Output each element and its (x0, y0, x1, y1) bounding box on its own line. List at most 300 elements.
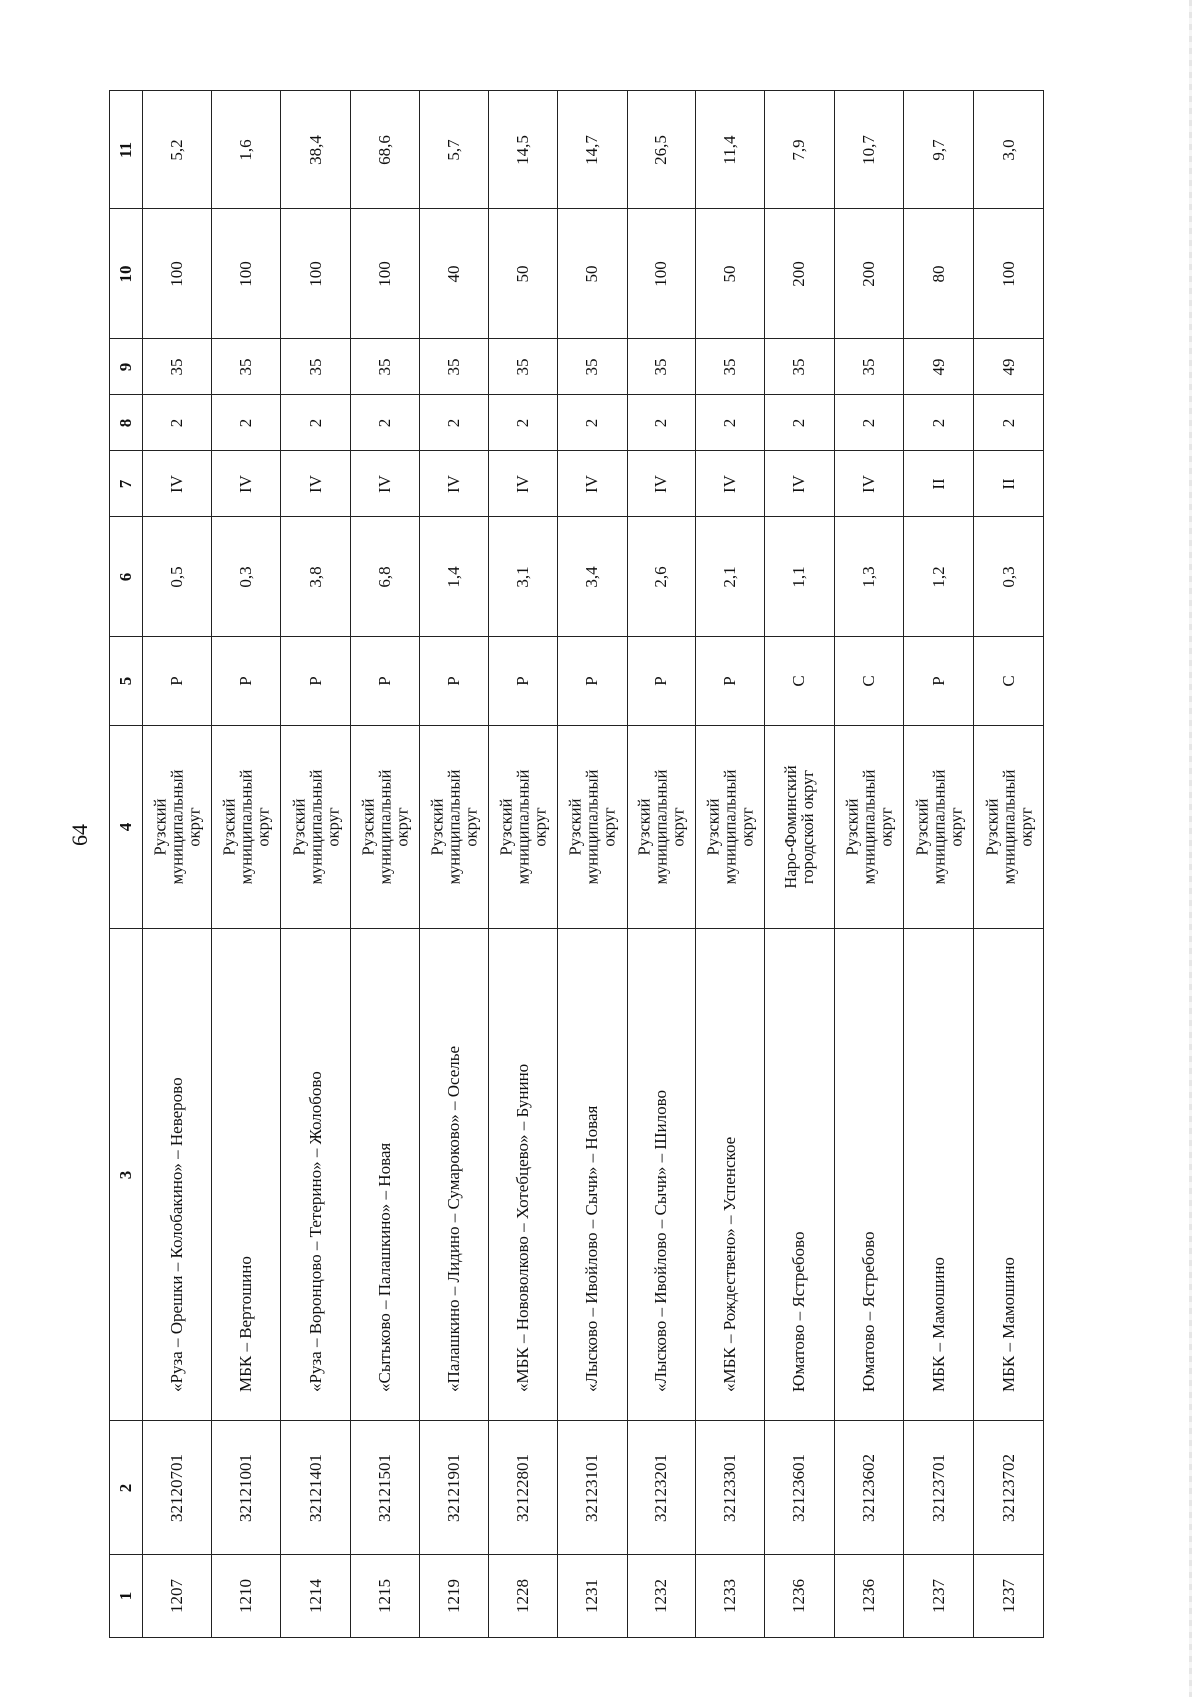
cell-value: 32123602 (859, 1453, 879, 1522)
table-cell (212, 1421, 281, 1555)
table-cell (419, 637, 489, 726)
table-cell (350, 91, 419, 209)
cell-value: 50 (513, 265, 533, 282)
cell-value: 0,3 (998, 565, 1018, 588)
table-cell (419, 395, 489, 451)
cell-value: IV (859, 474, 879, 493)
route-name: «Сытьково – Палашкино» – Новая (374, 1142, 394, 1392)
visual-row-field-9 (110, 339, 1044, 395)
cell-value: 35 (513, 358, 533, 375)
cell-value: 3,4 (582, 565, 602, 588)
table-cell (834, 637, 904, 726)
table-cell (904, 929, 974, 1421)
table-cell (281, 339, 351, 395)
column-header-2 (110, 1421, 143, 1555)
table-cell (834, 451, 904, 517)
region-name: Рузский муниципальный округ (842, 769, 896, 885)
route-name: Юматово – Ястребово (859, 1231, 879, 1392)
cell-value: IV (167, 474, 187, 493)
table-cell (834, 1555, 904, 1638)
table-cell (627, 637, 696, 726)
table-cell (696, 451, 765, 517)
table-cell (904, 209, 974, 339)
table-cell (764, 395, 834, 451)
cell-value: Р (582, 676, 602, 686)
table-cell (904, 1421, 974, 1555)
table-cell (557, 91, 627, 209)
cell-value: 1232 (651, 1579, 671, 1613)
region-name: Рузский муниципальный округ (496, 769, 550, 885)
cell-value: 1219 (443, 1579, 463, 1613)
region-name: Рузский муниципальный округ (565, 769, 619, 885)
table-cell (627, 726, 696, 929)
cell-value: 32120701 (167, 1453, 187, 1522)
table-cell (904, 339, 974, 395)
cell-value: 50 (720, 265, 740, 282)
column-header-7 (110, 451, 143, 517)
table-cell (764, 339, 834, 395)
cell-value: 200 (789, 260, 809, 287)
table-cell (764, 726, 834, 929)
cell-value: 2 (167, 418, 187, 427)
cell-value: 2 (582, 418, 602, 427)
route-name: Юматово – Ястребово (789, 1231, 809, 1392)
cell-value: Р (443, 676, 463, 686)
column-header-1 (110, 1555, 143, 1638)
header-label: 2 (115, 1483, 135, 1492)
visual-row-field-6 (110, 517, 1044, 637)
cell-value: 2 (305, 418, 325, 427)
table-cell (974, 1421, 1044, 1555)
header-label: 4 (115, 822, 135, 832)
table-cell (696, 339, 765, 395)
cell-value: 50 (582, 265, 602, 282)
visual-row-field-1 (110, 1555, 1044, 1638)
cell-value: 1,2 (928, 565, 948, 588)
cell-value: 2 (443, 418, 463, 427)
column-header-5 (110, 637, 143, 726)
table-cell (419, 517, 489, 637)
table-cell (489, 451, 558, 517)
table-cell (904, 1555, 974, 1638)
cell-value: Р (236, 676, 256, 686)
table-cell (350, 637, 419, 726)
table-cell (627, 451, 696, 517)
cell-value: 1,6 (236, 138, 256, 161)
table-cell (419, 91, 489, 209)
cell-value: Р (513, 676, 533, 686)
table-cell (489, 1421, 558, 1555)
table-cell (142, 451, 212, 517)
table-cell (350, 209, 419, 339)
table-cell (696, 1555, 765, 1638)
cell-value: IV (374, 474, 394, 493)
column-header-4 (110, 726, 143, 929)
table-cell (350, 1421, 419, 1555)
visual-row-field-4 (110, 726, 1044, 929)
table-cell (627, 929, 696, 1421)
column-header-6 (110, 517, 143, 637)
table-cell (281, 91, 351, 209)
rotated-table-sheet (109, 90, 1043, 1637)
table-cell (281, 637, 351, 726)
header-label: 8 (115, 418, 135, 427)
table-cell (489, 1555, 558, 1638)
route-name: «МБК – Рождествено» – Успенское (720, 1136, 740, 1392)
cell-value: 100 (236, 260, 256, 287)
table-cell (974, 929, 1044, 1421)
header-label: 6 (115, 572, 135, 581)
cell-value: 1236 (859, 1579, 879, 1613)
table-cell (974, 637, 1044, 726)
table-cell (764, 209, 834, 339)
cell-value: 35 (651, 358, 671, 375)
table-cell (904, 726, 974, 929)
column-header-10 (110, 209, 143, 339)
cell-value: С (998, 675, 1018, 687)
table-cell (834, 726, 904, 929)
cell-value: 3,0 (998, 138, 1018, 161)
region-name: Рузский муниципальный округ (219, 769, 273, 885)
header-label: 11 (115, 141, 135, 158)
column-header-9 (110, 339, 143, 395)
visual-row-field-7 (110, 451, 1044, 517)
cell-value: II (998, 477, 1018, 490)
table-cell (764, 637, 834, 726)
table-cell (834, 517, 904, 637)
table-cell (904, 91, 974, 209)
cell-value: 32123101 (582, 1453, 602, 1522)
cell-value: Р (720, 676, 740, 686)
region-name: Рузский муниципальный округ (912, 769, 966, 885)
header-label: 9 (115, 362, 135, 371)
cell-value: С (859, 675, 879, 687)
table-cell (696, 91, 765, 209)
table-cell (557, 339, 627, 395)
cell-value: 100 (167, 260, 187, 287)
table-cell (834, 209, 904, 339)
cell-value: 1215 (374, 1579, 394, 1613)
cell-value: 1207 (167, 1579, 187, 1613)
route-name: «Палашкино – Лидино – Сумароково» – Оселье (443, 1045, 463, 1392)
table-cell (764, 929, 834, 1421)
table-cell (904, 395, 974, 451)
cell-value: 1210 (236, 1579, 256, 1613)
table-cell (212, 637, 281, 726)
table-cell (834, 91, 904, 209)
table-cell (627, 209, 696, 339)
table-cell (557, 1421, 627, 1555)
column-header-11 (110, 91, 143, 209)
cell-value: 32123701 (928, 1453, 948, 1522)
cell-value: 32123201 (651, 1453, 671, 1522)
table-cell (627, 517, 696, 637)
table-cell (350, 929, 419, 1421)
cell-value: 14,5 (513, 134, 533, 165)
region-name: Рузский муниципальный округ (634, 769, 688, 885)
table-cell (212, 209, 281, 339)
cell-value: 3,8 (305, 565, 325, 588)
table-cell (764, 91, 834, 209)
table-cell (212, 1555, 281, 1638)
cell-value: 1237 (928, 1579, 948, 1613)
cell-value: 1236 (789, 1579, 809, 1613)
cell-value: 1,4 (443, 565, 463, 588)
table-cell (834, 929, 904, 1421)
cell-value: 0,5 (167, 565, 187, 588)
cell-value: 2,1 (720, 565, 740, 588)
visual-row-field-2 (110, 1421, 1044, 1555)
cell-value: 100 (305, 260, 325, 287)
table-cell (974, 726, 1044, 929)
table-cell (489, 517, 558, 637)
column-header-8 (110, 395, 143, 451)
cell-value: 35 (374, 358, 394, 375)
header-label: 1 (115, 1591, 135, 1601)
table-cell (212, 91, 281, 209)
table-cell (281, 517, 351, 637)
table-cell (489, 209, 558, 339)
visual-row-field-11 (110, 91, 1044, 209)
cell-value: 35 (443, 358, 463, 375)
table-cell (974, 209, 1044, 339)
region-name: Рузский муниципальный округ (150, 769, 204, 885)
table-cell (142, 339, 212, 395)
cell-value: 32123702 (998, 1453, 1018, 1522)
table-cell (696, 637, 765, 726)
table-cell (557, 1555, 627, 1638)
table-cell (696, 395, 765, 451)
cell-value: 7,9 (789, 138, 809, 161)
table-cell (212, 339, 281, 395)
table-cell (974, 451, 1044, 517)
table-cell (904, 451, 974, 517)
cell-value: 3,1 (513, 565, 533, 588)
cell-value: 2 (789, 418, 809, 427)
table-cell (281, 1555, 351, 1638)
table-cell (212, 929, 281, 1421)
cell-value: 2 (720, 418, 740, 427)
table-cell (764, 1421, 834, 1555)
table-cell (142, 517, 212, 637)
page-number: 64 (67, 824, 92, 846)
cell-value: IV (789, 474, 809, 493)
cell-value: 35 (167, 358, 187, 375)
table-cell (627, 395, 696, 451)
cell-value: 100 (374, 260, 394, 287)
table-cell (281, 1421, 351, 1555)
cell-value: II (928, 477, 948, 490)
cell-value: 26,5 (651, 134, 671, 165)
cell-value: IV (305, 474, 325, 493)
cell-value: Р (928, 676, 948, 686)
table-cell (350, 1555, 419, 1638)
cell-value: 38,4 (305, 134, 325, 165)
cell-value: 9,7 (928, 138, 948, 161)
table-cell (904, 517, 974, 637)
route-name: МБК – Вертошино (236, 1256, 256, 1392)
table-cell (212, 395, 281, 451)
cell-value: 1214 (305, 1579, 325, 1613)
table-cell (627, 1421, 696, 1555)
table-cell (419, 929, 489, 1421)
region-name: Наро-Фоминский городской округ (781, 765, 818, 889)
table-cell (834, 339, 904, 395)
table-cell (974, 1555, 1044, 1638)
cell-value: 2 (236, 418, 256, 427)
cell-value: 2 (374, 418, 394, 427)
table-cell (489, 726, 558, 929)
table-cell (350, 451, 419, 517)
cell-value: 1231 (582, 1579, 602, 1613)
table-cell (627, 91, 696, 209)
table-cell (142, 1555, 212, 1638)
cell-value: Р (305, 676, 325, 686)
cell-value: 32123301 (720, 1453, 740, 1522)
cell-value: 35 (720, 358, 740, 375)
cell-value: 40 (443, 265, 463, 282)
cell-value: Р (167, 676, 187, 686)
table-cell (281, 929, 351, 1421)
route-name: «Руза – Воронцово – Тетерино» – Жолобово (305, 1071, 325, 1392)
table-cell (142, 395, 212, 451)
table-cell (696, 726, 765, 929)
table-cell (974, 395, 1044, 451)
table-cell (557, 726, 627, 929)
cell-value: 1228 (513, 1579, 533, 1613)
table-cell (350, 395, 419, 451)
table-cell (212, 451, 281, 517)
cell-value: 2,6 (651, 565, 671, 588)
header-label: 3 (115, 1170, 135, 1179)
cell-value: 100 (651, 260, 671, 287)
route-name: МБК – Мамошино (998, 1257, 1018, 1392)
cell-value: IV (236, 474, 256, 493)
table-cell (627, 1555, 696, 1638)
cell-value: 5,2 (167, 138, 187, 161)
column-header-3 (110, 929, 143, 1421)
table-cell (557, 395, 627, 451)
table-cell (557, 517, 627, 637)
table-cell (489, 91, 558, 209)
route-name: «Лысково – Ивойлово – Сычи» – Шилово (651, 1089, 671, 1392)
cell-value: 49 (998, 358, 1018, 375)
table-cell (974, 517, 1044, 637)
table-cell (142, 91, 212, 209)
table-cell (764, 1555, 834, 1638)
cell-value: 1,1 (789, 565, 809, 588)
cell-value: 0,3 (236, 565, 256, 588)
table-cell (419, 451, 489, 517)
cell-value: 6,8 (374, 565, 394, 588)
cell-value: 14,7 (582, 134, 602, 165)
region-name: Рузский муниципальный округ (703, 769, 757, 885)
cell-value: 1233 (720, 1579, 740, 1613)
table-cell (281, 395, 351, 451)
table-cell (696, 1421, 765, 1555)
cell-value: 2 (651, 418, 671, 427)
table-cell (974, 339, 1044, 395)
cell-value: 2 (513, 418, 533, 427)
route-name: «МБК – Нововолково – Хотебцево» – Бунино (513, 1063, 533, 1392)
region-name: Рузский муниципальный округ (289, 769, 342, 885)
data-table (109, 90, 1044, 1638)
cell-value: IV (582, 474, 602, 493)
table-cell (142, 209, 212, 339)
table-cell (696, 209, 765, 339)
cell-value: 200 (859, 260, 879, 287)
cell-value: 32121501 (374, 1453, 394, 1522)
cell-value: Р (374, 676, 394, 686)
table-cell (974, 91, 1044, 209)
table-cell (281, 209, 351, 339)
cell-value: IV (651, 474, 671, 493)
cell-value: Р (651, 676, 671, 686)
cell-value: IV (443, 474, 463, 493)
table-cell (419, 209, 489, 339)
cell-value: 5,7 (443, 138, 463, 161)
cell-value: 35 (236, 358, 256, 375)
table-cell (419, 339, 489, 395)
table-cell (764, 517, 834, 637)
cell-value: 35 (582, 358, 602, 375)
table-cell (281, 726, 351, 929)
table-cell (627, 339, 696, 395)
cell-value: 32121401 (305, 1453, 325, 1522)
table-cell (142, 929, 212, 1421)
table-cell (419, 1421, 489, 1555)
visual-row-field-8 (110, 395, 1044, 451)
cell-value: 32121001 (236, 1453, 256, 1522)
table-cell (489, 395, 558, 451)
table-cell (142, 637, 212, 726)
cell-value: 10,7 (859, 134, 879, 165)
table-cell (212, 726, 281, 929)
scan-edge (1189, 0, 1192, 1697)
table-cell (834, 395, 904, 451)
table-cell (142, 726, 212, 929)
region-name: Рузский муниципальный округ (358, 769, 412, 885)
cell-value: 32121901 (443, 1453, 463, 1522)
table-cell (212, 517, 281, 637)
table-cell (489, 637, 558, 726)
region-name: Рузский муниципальный округ (982, 769, 1035, 885)
region-name: Рузский муниципальный округ (427, 769, 481, 885)
table-cell (764, 451, 834, 517)
header-label: 10 (115, 265, 135, 282)
cell-value: IV (513, 474, 533, 493)
header-label: 7 (115, 479, 135, 488)
cell-value: 80 (928, 265, 948, 282)
cell-value: 1,3 (859, 565, 879, 588)
cell-value: С (789, 675, 809, 687)
table-cell (557, 637, 627, 726)
table-cell (557, 451, 627, 517)
table-cell (419, 1555, 489, 1638)
table-cell (489, 929, 558, 1421)
table-cell (904, 637, 974, 726)
cell-value: 2 (859, 418, 879, 427)
table-cell (557, 929, 627, 1421)
table-cell (142, 1421, 212, 1555)
route-name: «Лысково – Ивойлово – Сычи» – Новая (582, 1105, 602, 1392)
route-name: МБК – Мамошино (928, 1257, 948, 1392)
visual-row-field-5 (110, 637, 1044, 726)
cell-value: 32122801 (513, 1453, 533, 1522)
route-name: «Руза – Орешки – Колобакино» – Неверово (167, 1077, 187, 1392)
table-cell (696, 517, 765, 637)
visual-row-field-10 (110, 209, 1044, 339)
